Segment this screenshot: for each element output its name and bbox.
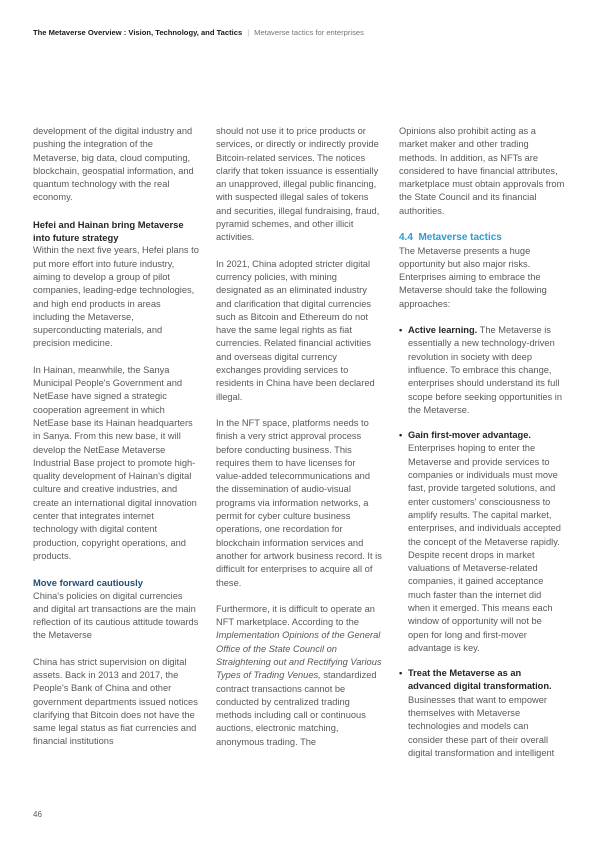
column-2 [216,125,382,772]
bullet-item-active-learning [408,324,565,417]
text-columns [33,125,565,772]
paragraph-with-citation [216,603,382,749]
column-3 [399,125,565,772]
report-title: The Metaverse Overview : Vision, Technology, and Tactics [33,28,243,37]
paragraph: In Hainan, meanwhile, the Sanya Municipal People's Government and NetEase have signed a strategic cooperation agreement in which NetEase base its Hainan headquarters in Sanya. From this new base, it will develop the NetEase Metaverse Industrial Base project to promote high-quality development of Hainan's digital culture and creative industries, and create an international digital innovation center that integrates internet technology with digital content production, copyright operations, and products. [33,364,197,561]
paragraph: China has strict supervision on digital assets. Back in 2013 and 2017, the People's Bank of China and other government departments issued notices clarifying that Bitcoin does not have the same legal status as fiat currencies and financial institutions [33,656,198,747]
citation-suffix: standardized contract transactions cannot be conducted by centralized trading methods including call or continuous auctions, electronic matching, anonymous trading. The [216,670,377,747]
bullet-lead: Active learning. [408,325,478,336]
page-header [33,28,364,38]
paragraph: development of the digital industry and pushing the integration of the Metaverse, big data, cloud computing, blockchain, geospatial information, and quantum technology with the real economy. [33,126,194,203]
bullet-text: Businesses that want to empower themselves with Metaverse technologies and models can consider these part of their overall digital transformation and intelligent [408,694,555,758]
bullet-item-digital-transformation [408,667,565,760]
paragraph: Opinions also prohibit acting as a market maker and other trading methods. In addition, as NFTs are considered to have financial attributes, marketplace must obtain approvals from the State Council and its financial authorities. [399,126,565,216]
bullet-lead: Gain first-mover advantage. [408,430,531,441]
section-heading-hefei-hainan: Hefei and Hainan bring Metaverse into future strategy [33,218,184,244]
bullet-item-first-mover [408,429,565,655]
citation-title: Implementation Opinions of the General Office of the State Council on Straightening out and Rectifying Various Types of Trading Venues, [216,630,382,681]
paragraph: should not use it to price products or services, or directly or indirectly provide Bitcoin-related services. The notices clarify that token issuance is essentially an unapproved, illegal public financing, with suspected illegal sales of tokens and securities, illegal fundraising, fraud, pyramid schemes, and other illicit activities. [216,126,380,243]
column-1 [33,125,199,772]
paragraph: The Metaverse presents a huge opportunity but also major risks. Enterprises aiming to embrace the Metaverse should take the following approaches: [399,245,547,309]
paragraph: In the NFT space, platforms needs to finish a very strict approval process before conducting business. This requires them to have licenses for value-added telecommunications and the dissemination of audio-visual programs via information networks, a permit for cyber culture business operations, one recordation for blockchain information services and another for artwork business record. It is difficult for enterprises to acquire all of these. [216,417,382,588]
tactics-bullet-list [399,324,565,760]
paragraph: Within the next five years, Hefei plans to put more effort into future industry, aiming to develop a group of pilot companies, leading-edge technologies, and high end products in areas including the Metaverse, superconducting materials, and precision medicine. [33,245,199,349]
section-subtitle: Metaverse tactics for enterprises [254,28,364,37]
header-separator: | [247,28,250,37]
section-heading-metaverse-tactics: 4.4 Metaverse tactics [399,232,502,244]
page-number: 46 [33,810,42,819]
bullet-text: Enterprises hoping to enter the Metaverse and provide services to companies or individuals must move fast, provide targeted solutions, and enter customers' consciousness to amplify results. The capital market, enterprises, and individuals accepted the concept of the Metaverse rapidly. Despite recent drops in market valuations of Metaverse-related companies, it gained acceptance much faster than the internet did when it emerged. This means each window of opportunity will not be open for long and first-mover advantage is key. [408,443,561,653]
citation-prefix: Furthermore, it is difficult to operate an NFT marketplace. According to the [216,603,375,628]
paragraph: In 2021, China adopted stricter digital currency policies, with mining designated as an eliminated industry and clarification that digital currencies such as Bitcoin and Ethereum do not have the same legal rights as fiat currencies. Related financial activities and overseas digital currency exchanges providing services to residents in China have been declared illegal. [216,258,375,402]
paragraph: China's policies on digital currencies and digital art transactions are the main reflection of its cautious attitude towards the Metaverse [33,590,199,641]
section-heading-move-forward: Move forward cautiously [33,577,143,589]
bullet-text: The Metaverse is essentially a new technology-driven revolution in society with deep influence. To embrace this change, enterprises should understand its full scope before seeking opportunities in the Metaverse. [408,325,563,415]
bullet-lead: Treat the Metaverse as an advanced digital transformation. [408,668,552,692]
